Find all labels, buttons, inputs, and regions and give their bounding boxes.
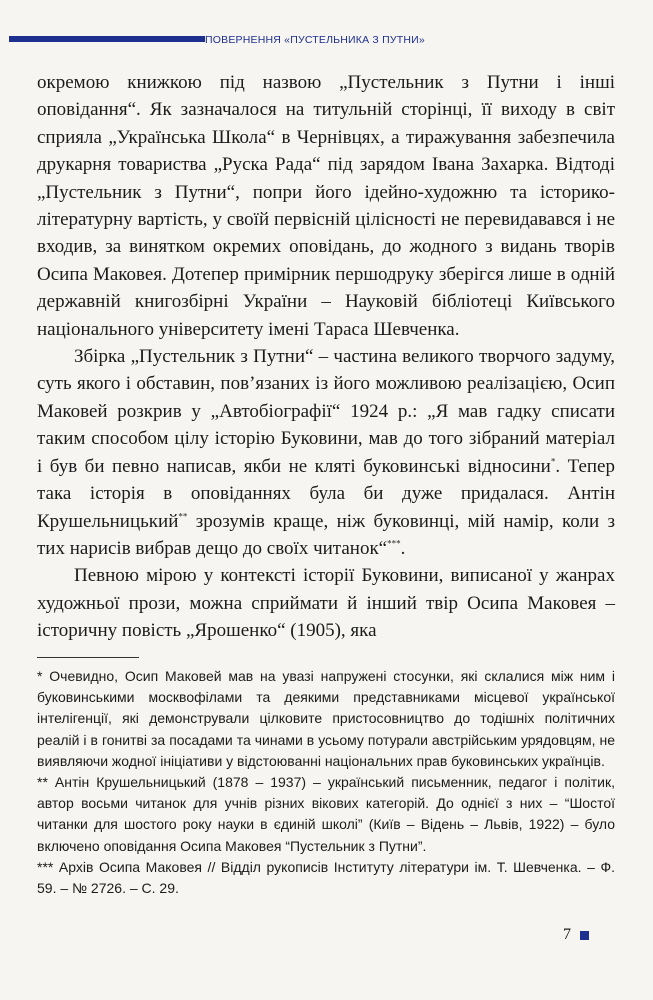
paragraph-2: Збірка „Пустельник з Путни“ – частина великого творчого задуму, суть якого і обставин, пов’язаних із його можливою реалізацією, Осип Маковей розкрив у „Автобіографії“ 1924 р.: „Я мав гадку списати таким способом цілу історію Буковини, мав до того зібраний матеріал і був би певно написав, якби не кляті буковинські відносини*. Тепер така історія в оповіданнях була би дуже придалася. Антін Крушельницький** зрозумів краще, ніж буковинці, мій намір, коли з тих нарисів вибрав дещо до своїх читанок“***. [37,346,615,559]
footnote-ref-1: * [550,456,556,467]
page-marker-square [580,931,589,940]
header-accent-bar [9,36,205,42]
footnote-ref-2: ** [178,511,188,522]
main-text [37,69,615,645]
footnote-divider [37,657,139,658]
page-number: 7 [563,926,571,943]
paragraph-1: окремою книжкою під назвою „Пустельник з Путни і інші оповідання“. Як зазначалося на титульній сторінці, її виходу в світ сприяла „Українська Школа“ в Чернівцях, а тиражування забезпечила друкарня товариства „Руска Рада“ під зарядом Івана Захарка. Відтоді „Пустельник з Путни“, попри його ідейно-художню та історико-літературну вартість, у своїй первісній цілісності не перевидавався і не входив, за винятком окремих оповідань, до жодного з видань творів Осипа Маковея. Дотепер примірник першодруку зберігся лише в одній державній книгозбірні України – Науковій бібліотеці Київського національного університету імені Тараса Шевченка. [37,72,615,340]
footnote-ref-3: *** [387,538,401,549]
paragraph-3: Певною мірою у контексті історії Буковини, виписаної у жанрах художньої прози, можна сприймати й інший твір Осипа Маковея – історичну повість „Ярошенко“ (1905), яка [37,565,615,642]
footnote-2: ** Антін Крушельницький (1878 – 1937) – український письменник, педагог і політик, автор восьми читанок для учнів різних вікових категорій. До однієї з них – “Шостої читанки для шостого року науки в єдиній школі” (Київ – Відень – Львів, 1922) – було включено оповідання Осипа Маковея “Пустельник з Путни”. [37,774,615,854]
footnote-3: *** Архів Осипа Маковея // Відділ рукописів Інституту літератури ім. Т. Шевченка. – Ф. 59. – № 2726. – С. 29. [37,858,615,897]
footnote-1: * Очевидно, Осип Маковей мав на увазі напружені стосунки, які склалися між ним і буковинськими москвофілами та деякими представниками місцевої української інтелігенції, які демонстрували цілковите пристосовництво до тодішніх політичних реалій і в гонитві за посадами та чинами в усьому потурали австрійським урядовцям, не виявляючи жодної ініціативи у відстоюванні національних прав буковинських українців. [37,668,615,769]
footnotes [37,666,615,899]
running-header: ПОВЕРНЕННЯ «ПУСТЕЛЬНИКА З ПУТНИ» [205,34,425,46]
